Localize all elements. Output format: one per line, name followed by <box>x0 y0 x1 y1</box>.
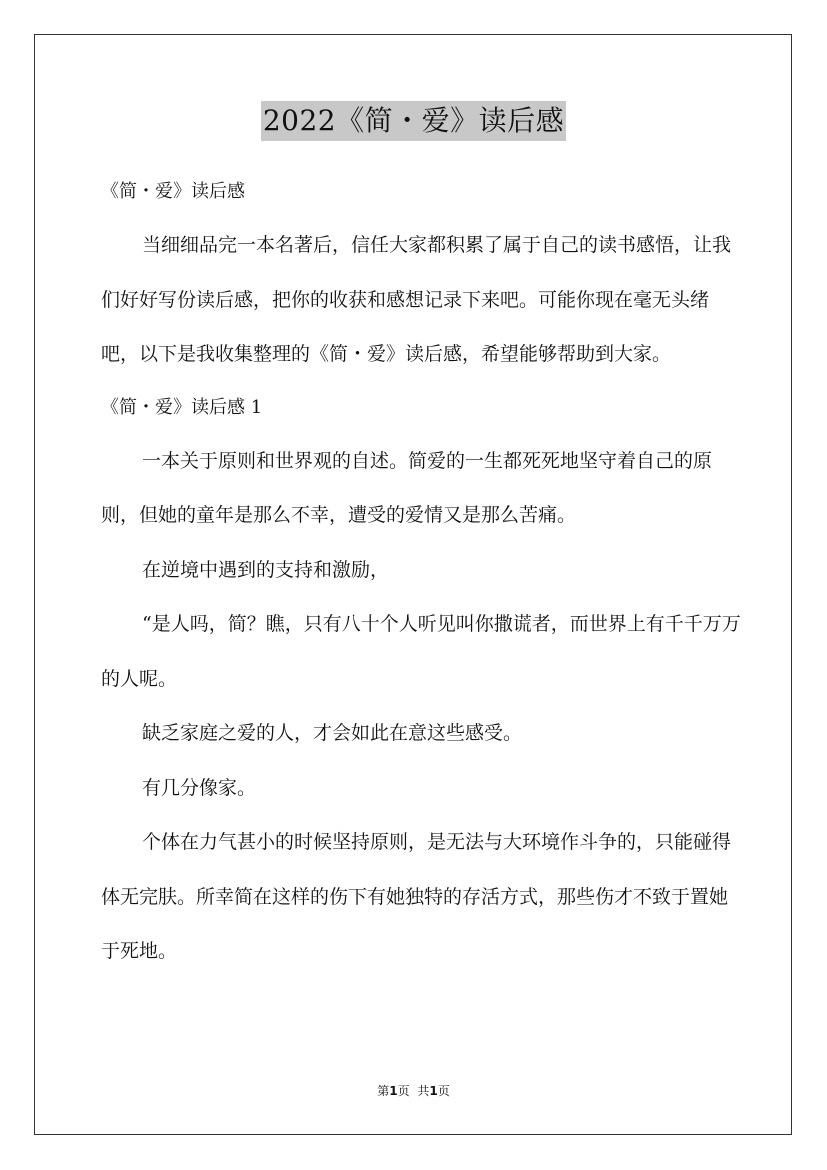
body-paragraph: 一本关于原则和世界观的自述。简爱的一生都死死地坚守着自己的原则，但她的童年是那么不幸，遭受的爱情又是那么苦痛。 <box>101 449 713 526</box>
quote-paragraph: “是人吗，简？瞧，只有八十个人听见叫你撒谎者，而世界上有千千万万的人呢。 <box>101 613 741 690</box>
intro-paragraph: 当细细品完一本名著后，信任大家都积累了属于自己的读书感悟，让我们好好写份读后感，把你的收获和感想记录下来吧。可能你现在毫无头绪吧，以下是我收集整理的《简・爱》读后感，希望能够帮助到大家。 <box>101 234 732 365</box>
page-number: 1 <box>389 1084 398 1098</box>
section-heading-1: 《简・爱》读后感 1 <box>101 396 263 418</box>
body-paragraph: 在逆境中遇到的支持和激励， <box>142 558 390 581</box>
total-suffix: 页 <box>437 1084 450 1098</box>
body-paragraph: 有几分像家。 <box>142 776 257 799</box>
body-paragraph: 个体在力气甚小的时候坚持原则，是无法与大环境作斗争的，只能碰得体无完肤。所幸简在这样的伤下有她独特的存活方式，那些伤才不致于置她于死地。 <box>101 831 732 962</box>
intro-heading: 《简・爱》读后感 <box>101 181 245 202</box>
page-prefix: 第 <box>377 1084 390 1098</box>
page-suffix: 页 <box>397 1084 410 1098</box>
document-title: 2022《简・爱》读后感 <box>261 101 566 141</box>
page-footer <box>0 1082 827 1100</box>
body-paragraph: 缺乏家庭之爱的人，才会如此在意这些感受。 <box>142 722 523 744</box>
document-body <box>101 166 741 979</box>
title-container <box>0 101 827 141</box>
total-prefix: 共 <box>417 1084 430 1098</box>
page-total: 1 <box>429 1084 438 1098</box>
